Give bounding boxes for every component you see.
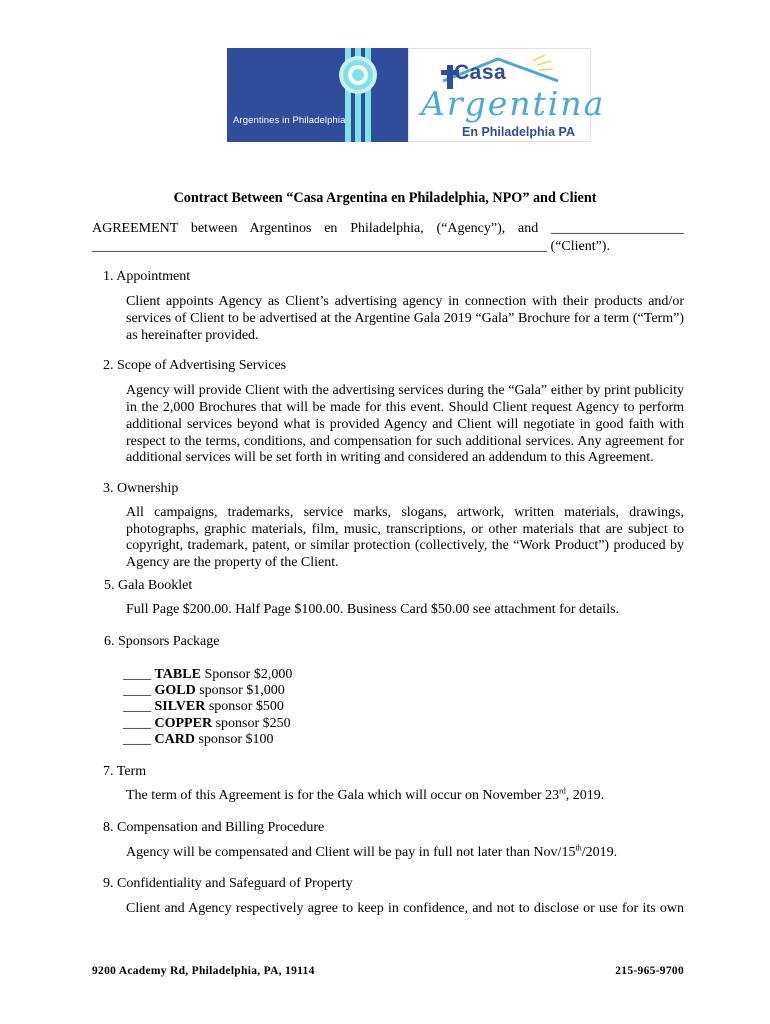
billing-year: /2019.	[581, 845, 618, 860]
logo-casa-text: Casa	[454, 61, 507, 84]
term-ordinal: rd	[559, 786, 566, 796]
sponsor-price: sponsor $100	[194, 732, 274, 747]
section-7-heading: 7. Term	[103, 764, 147, 779]
logo-left-caption: Argentines in Philadelphia	[233, 115, 346, 126]
section-2-line-1: Agency will provide Client with the advertising services during the “Gala” either by print publicity	[126, 383, 684, 398]
sponsor-blank[interactable]: ____	[123, 716, 151, 731]
section-7-text	[126, 788, 604, 804]
section-6-heading: 6. Sponsors Package	[104, 634, 220, 649]
section-2-heading: 2. Scope of Advertising Services	[103, 358, 287, 373]
sponsor-price: Sponsor $2,000	[200, 667, 293, 682]
sponsor-level: GOLD	[154, 683, 196, 698]
section-3-line-3: copyright, trademark, patent, or similar protection (collectively, the “Work Product”) produced by	[126, 538, 684, 553]
billing-ordinal: th	[575, 843, 582, 853]
section-2-line-3: additional services beyond what is provided Agency and Client will negotiate in good faith with	[126, 417, 684, 432]
section-9-heading: 9. Confidentiality and Safeguard of Property	[103, 876, 353, 891]
agreement-line-1: AGREEMENT between Argentinos en Philadelphia, (“Agency”), and ___________________	[92, 221, 684, 236]
sponsor-item-gold	[123, 683, 285, 699]
section-2-line-2: in the 2,000 Brochures that will be made for this event. Should Client request Agency to perform	[126, 400, 684, 415]
argentines-in-philadelphia-logo	[227, 48, 408, 142]
section-3-line-1: All campaigns, trademarks, service marks, slogans, artwork, written materials, drawings,	[126, 505, 684, 520]
agreement-line-2: _________________________________________________________________ (“Client”).	[92, 239, 610, 254]
sponsor-blank[interactable]: ____	[123, 683, 151, 698]
section-5-heading: 5. Gala Booklet	[104, 578, 193, 593]
sponsor-item-copper	[123, 716, 291, 732]
section-2-line-5: additional services will be set forth in writing and considered an addendum to this Agreement.	[126, 450, 654, 465]
sponsor-price: sponsor $1,000	[195, 683, 285, 698]
sponsor-level: COPPER	[154, 716, 213, 731]
sponsor-level: CARD	[154, 732, 195, 747]
sponsor-price: sponsor $250	[212, 716, 291, 731]
term-text: The term of this Agreement is for the Gala which will occur on November 23	[126, 788, 560, 803]
sponsor-blank[interactable]: ____	[123, 667, 151, 682]
section-1-heading: 1. Appointment	[103, 269, 191, 284]
footer-phone: 215-965-9700	[615, 965, 684, 977]
sponsor-item-silver	[123, 699, 284, 715]
sponsor-level: TABLE	[154, 667, 201, 682]
sponsor-item-table	[123, 667, 292, 683]
sponsor-blank[interactable]: ____	[123, 732, 151, 747]
footer-address: 9200 Academy Rd, Philadelphia, PA, 19114	[92, 965, 315, 977]
sponsor-blank[interactable]: ____	[123, 699, 151, 714]
section-8-heading: 8. Compensation and Billing Procedure	[103, 820, 325, 835]
section-3-line-2: photographs, graphic materials, film, music, transcriptions, or other materials that are subject to	[126, 522, 684, 537]
section-3-heading: 3. Ownership	[103, 481, 179, 496]
billing-text: Agency will be compensated and Client will be pay in full not later than Nov/15	[126, 845, 576, 860]
term-year: , 2019.	[565, 788, 605, 803]
section-8-text	[126, 845, 617, 861]
sponsor-level: SILVER	[154, 699, 206, 714]
section-1-line-2: services of Client to be advertised at the Argentine Gala 2019 “Gala” Brochure for a term (“Term”)	[126, 311, 684, 326]
sponsor-item-card	[123, 732, 274, 748]
logo-argentina-text: Argentina	[421, 84, 606, 123]
section-2-line-4: respect to the terms, conditions, and compensation for such additional services. Any agreement for	[126, 434, 684, 449]
sponsor-price: sponsor $500	[205, 699, 284, 714]
section-3-line-4: Agency are the property of the Client.	[126, 555, 339, 570]
logo-en-philadelphia-text: En Philadelphia PA	[462, 125, 575, 139]
sun-rosette-icon	[337, 54, 379, 96]
contract-title: Contract Between “Casa Argentina en Philadelphia, NPO” and Client	[173, 190, 597, 206]
casa-argentina-logo	[408, 48, 606, 142]
section-1-line-3: as hereinafter provided.	[126, 328, 259, 343]
section-9-text: Client and Agency respectively agree to keep in confidence, and not to disclose or use for its own	[126, 901, 684, 916]
section-1-line-1: Client appoints Agency as Client’s advertising agency in connection with their products and/or	[126, 294, 684, 309]
section-5-text: Full Page $200.00. Half Page $100.00. Business Card $50.00 see attachment for details.	[126, 602, 620, 617]
